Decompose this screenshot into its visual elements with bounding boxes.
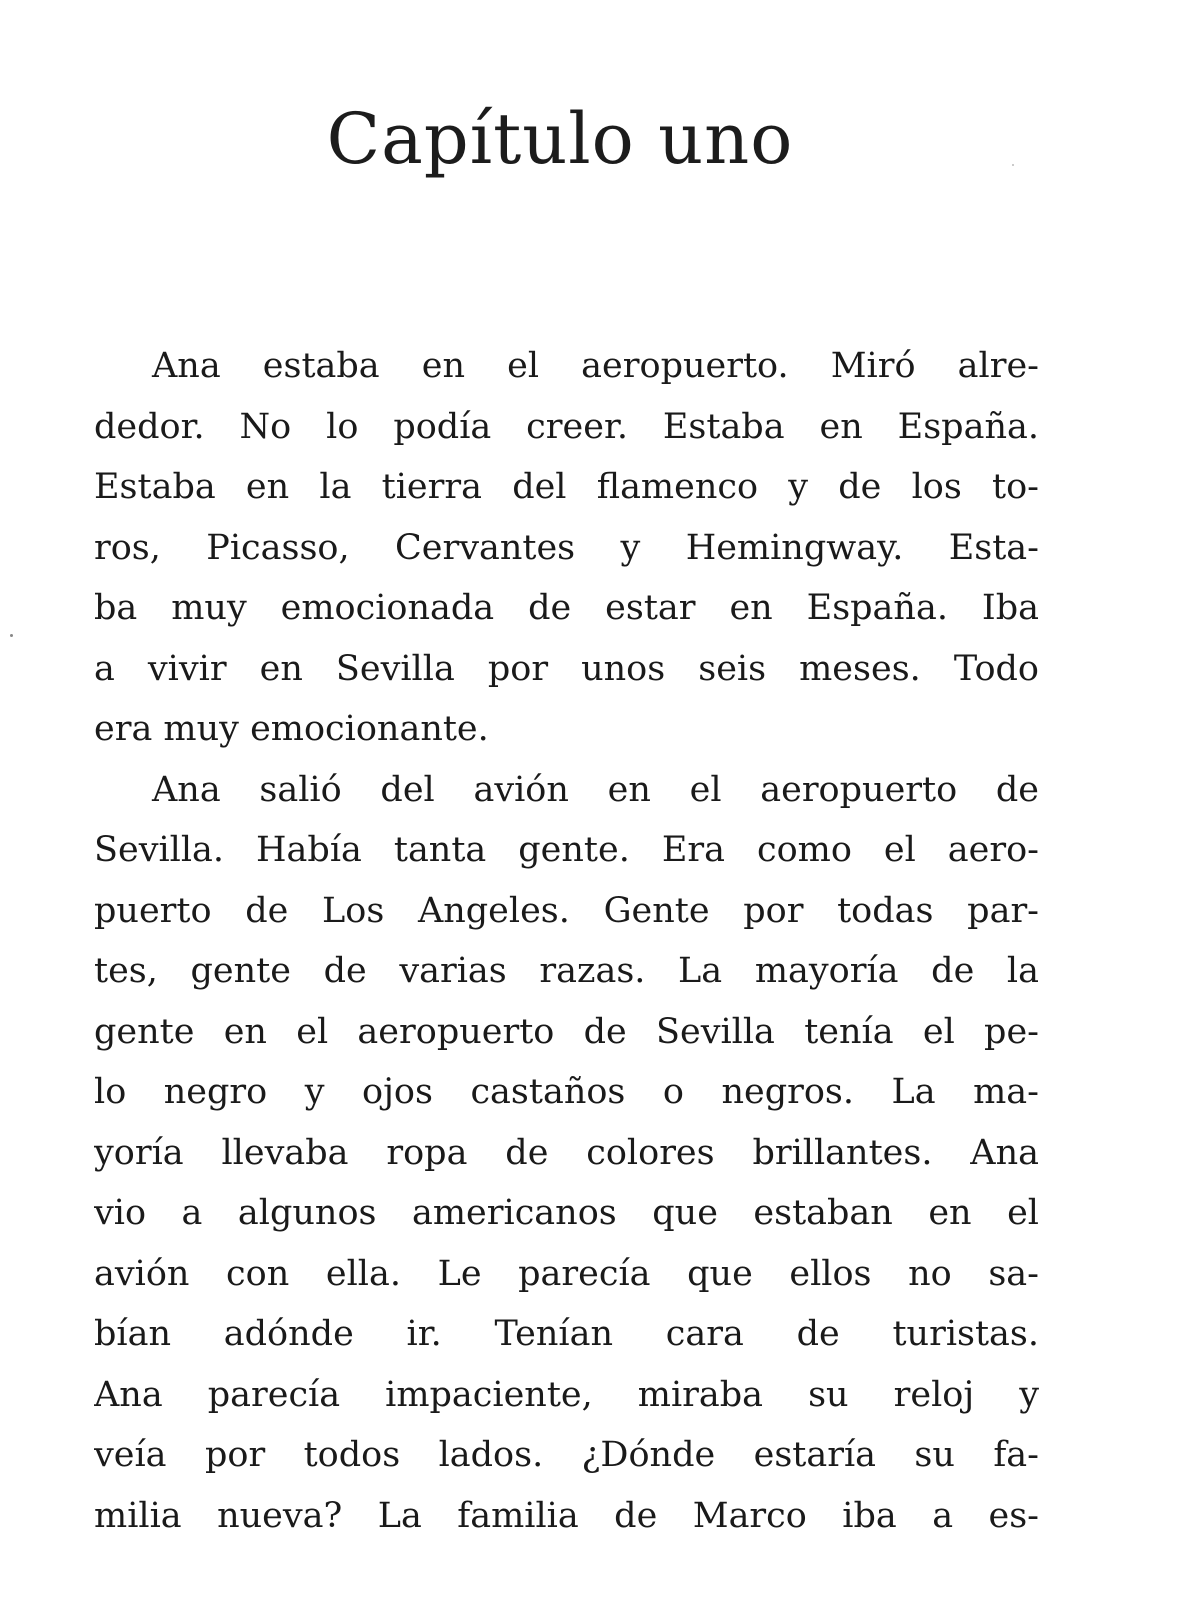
text-line: yoría llevaba ropa de colores brillantes. Ana <box>94 1132 1039 1173</box>
body-text <box>94 336 1039 1546</box>
text-line: era muy emocionante. <box>94 709 489 749</box>
text-line: ros, Picasso, Cervantes y Hemingway. Esta- <box>94 527 1039 568</box>
text-line: Ana salió del avión en el aeropuerto de <box>152 769 1039 810</box>
text-line: gente en el aeropuerto de Sevilla tenía el pe- <box>94 1011 1039 1052</box>
text-line: ba muy emocionada de estar en España. Iba <box>94 588 1039 628</box>
text-line: a vivir en Sevilla por unos seis meses. Todo <box>94 648 1039 689</box>
text-line: Estaba en la tierra del flamenco y de los to- <box>94 467 1039 507</box>
text-line: bían adónde ir. Tenían cara de turistas. <box>94 1314 1039 1354</box>
text-line: avión con ella. Le parecía que ellos no sa- <box>94 1253 1039 1294</box>
text-line: tes, gente de varias razas. La mayoría de la <box>94 951 1039 991</box>
text-line: Sevilla. Había tanta gente. Era como el aero- <box>94 830 1039 870</box>
chapter-title: Capítulo uno <box>326 98 794 180</box>
text-line: puerto de Los Angeles. Gente por todas par- <box>94 890 1039 931</box>
text-line: dedor. No lo podía creer. Estaba en España. <box>94 406 1039 447</box>
text-line: lo negro y ojos castaños o negros. La ma- <box>94 1072 1039 1112</box>
text-line: veía por todos lados. ¿Dónde estaría su fa- <box>94 1435 1039 1475</box>
text-line: Ana estaba en el aeropuerto. Miró alre- <box>152 346 1039 386</box>
text-line: vio a algunos americanos que estaban en el <box>94 1193 1039 1233</box>
text-line: milia nueva? La familia de Marco iba a es- <box>94 1495 1039 1536</box>
scan-speck <box>1012 164 1014 166</box>
margin-speck <box>10 634 13 637</box>
text-line: Ana parecía impaciente, miraba su reloj y <box>94 1374 1039 1415</box>
